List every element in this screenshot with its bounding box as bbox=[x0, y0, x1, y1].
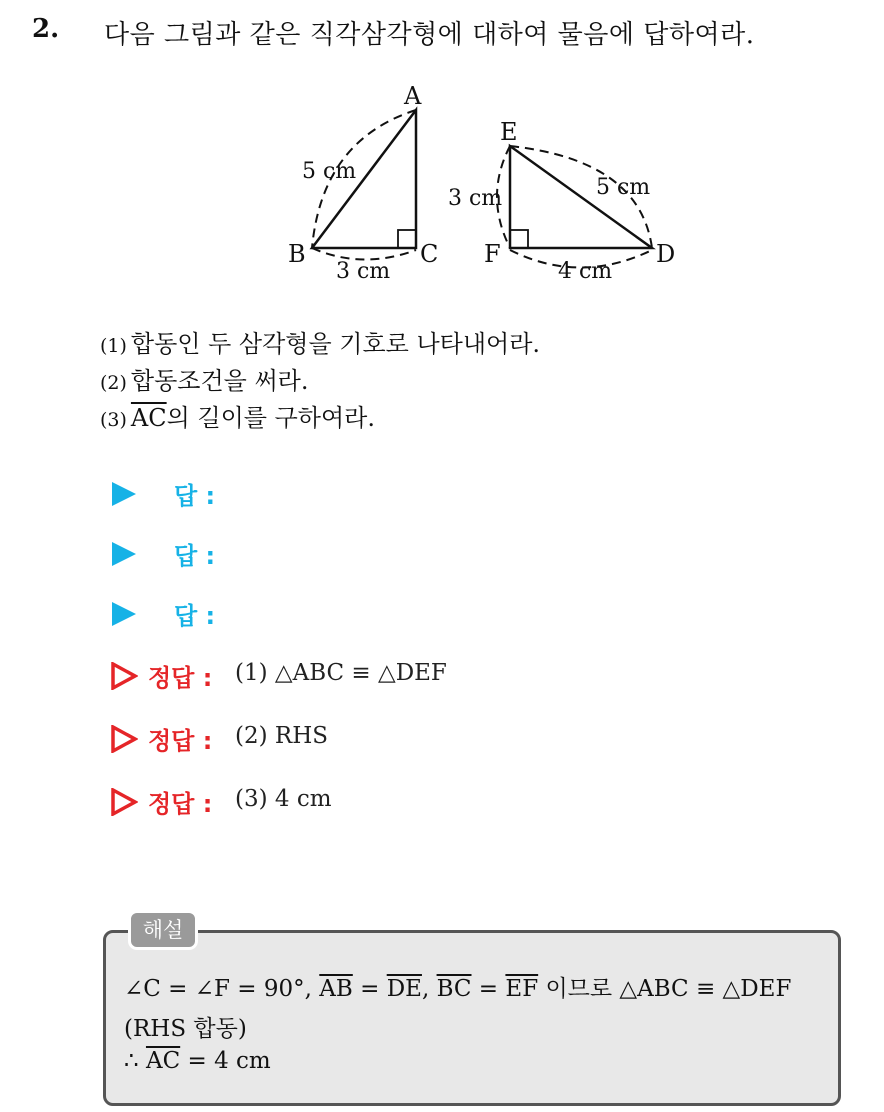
correct-label: 정답 : bbox=[148, 664, 213, 692]
correct-value-1: (1) △ABC ≡ △DEF bbox=[235, 660, 447, 686]
solution-text: ∴ bbox=[124, 1048, 146, 1074]
solution-line-1 bbox=[124, 970, 791, 1003]
solution-text: = 4 cm bbox=[180, 1048, 271, 1074]
label-ab: 5 cm bbox=[302, 159, 357, 184]
segment-ef: $\overline{EF}$ bbox=[505, 976, 539, 1002]
segment-ab: $\overline{AB}$ bbox=[319, 976, 353, 1002]
vertex-f: F bbox=[484, 240, 501, 268]
label-fd: 4 cm bbox=[558, 259, 613, 284]
correct-label: 정답 : bbox=[148, 790, 213, 818]
answer-label: 답 : bbox=[174, 482, 216, 510]
answer-label: 답 : bbox=[174, 602, 216, 630]
subquestion-2 bbox=[100, 361, 308, 396]
subquestion-number: (1) bbox=[100, 335, 127, 357]
right-angle-f bbox=[510, 230, 528, 248]
blue-triangle-icon bbox=[112, 482, 136, 506]
red-outline-triangle-icon bbox=[110, 662, 138, 690]
vertex-d: D bbox=[656, 240, 676, 268]
blue-triangle-icon bbox=[112, 602, 136, 626]
solution-text: = bbox=[471, 976, 506, 1002]
solution-text: , bbox=[421, 976, 437, 1002]
solution-tab: 해설 bbox=[128, 910, 198, 950]
subquestion-text: 합동조건을 써라. bbox=[130, 367, 309, 395]
solution-line-3 bbox=[124, 1048, 271, 1074]
segment-ac: $\overline{AC}$ bbox=[130, 404, 167, 432]
subquestion-1 bbox=[100, 324, 540, 359]
subquestion-number: (2) bbox=[100, 372, 127, 394]
label-bc: 3 cm bbox=[336, 259, 391, 284]
red-outline-triangle-icon bbox=[110, 788, 138, 816]
red-outline-triangle-icon bbox=[110, 725, 138, 753]
solution-text: ∠C = ∠F = 90°, bbox=[124, 976, 320, 1002]
subquestion-3 bbox=[100, 398, 375, 433]
solution-text: = bbox=[352, 976, 387, 1002]
label-ed: 5 cm bbox=[596, 175, 651, 200]
vertex-b: B bbox=[288, 240, 306, 268]
solution-text: 이므로 △ABC ≡ △DEF bbox=[538, 976, 792, 1002]
correct-value-3: (3) 4 cm bbox=[235, 786, 332, 812]
right-angle-c bbox=[398, 230, 416, 248]
label-ef: 3 cm bbox=[448, 186, 503, 211]
subquestion-text: 의 길이를 구하여라. bbox=[166, 404, 375, 432]
correct-value-2: (2) RHS bbox=[235, 723, 329, 749]
blue-triangle-icon bbox=[112, 542, 136, 566]
correct-label: 정답 : bbox=[148, 727, 213, 755]
segment-de: $\overline{DE}$ bbox=[386, 976, 422, 1002]
vertex-c: C bbox=[420, 240, 439, 268]
solution-line-2: (RHS 합동) bbox=[124, 1016, 247, 1042]
vertex-e: E bbox=[500, 118, 518, 146]
triangles-figure bbox=[0, 0, 884, 300]
answer-label: 답 : bbox=[174, 542, 216, 570]
subquestion-text: 합동인 두 삼각형을 기호로 나타내어라. bbox=[130, 330, 541, 358]
segment-bc: $\overline{BC}$ bbox=[436, 976, 472, 1002]
arc-bc bbox=[312, 248, 416, 260]
question-text: 다음 그림과 같은 직각삼각형에 대하여 물음에 답하여라. bbox=[104, 20, 755, 50]
subquestion-number: (3) bbox=[100, 409, 127, 431]
question-number: 2. bbox=[32, 14, 60, 44]
vertex-a: A bbox=[404, 82, 422, 110]
segment-ac: $\overline{AC}$ bbox=[145, 1048, 181, 1074]
